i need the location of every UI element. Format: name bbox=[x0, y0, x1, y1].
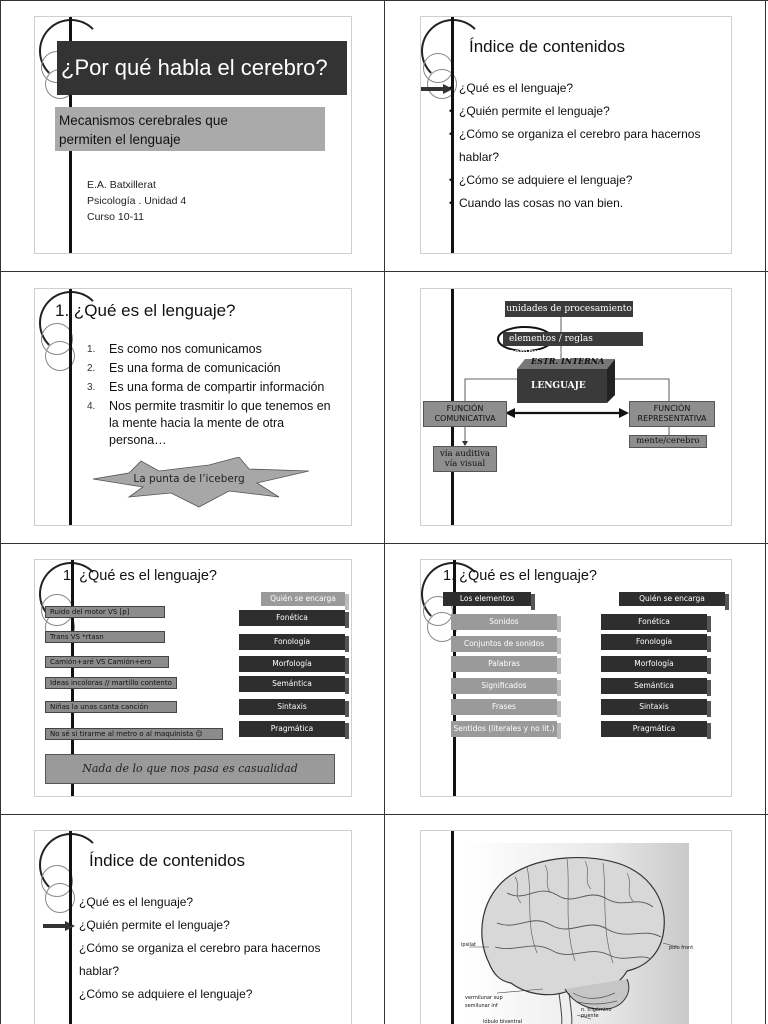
example-tag: Ideas incoloras // martillo contento bbox=[45, 677, 177, 689]
index-item: • ¿Cómo se adquiere el lenguaje? bbox=[79, 983, 320, 1006]
funcion-comunicativa-box bbox=[423, 401, 507, 427]
element-conjuntos: Conjuntos de sonidos bbox=[451, 636, 557, 652]
level-sintaxis: Sintaxis bbox=[601, 699, 707, 715]
slide-8-brain bbox=[420, 830, 732, 1024]
index-item: • ¿Cómo se organiza el cerebro para hacernos bbox=[79, 937, 320, 960]
slide-1-title bbox=[34, 16, 352, 254]
index-item: • ¿Qué es el lenguaje? bbox=[79, 891, 320, 914]
row-divider-2 bbox=[0, 543, 768, 544]
element-palabras: Palabras bbox=[451, 656, 557, 672]
item-number: 1. bbox=[87, 344, 96, 355]
example-tag: No sé si tirarme al metro o al maquinista ☺ bbox=[45, 728, 223, 740]
item-number: 3. bbox=[87, 382, 96, 393]
box-line: REPRESENTATIVA bbox=[637, 414, 707, 423]
list-item bbox=[87, 341, 337, 358]
brain-label: vermilunar sup bbox=[465, 995, 503, 1001]
box-line: FUNCIÓN bbox=[446, 404, 484, 413]
subtitle-line: permiten el lenguaje bbox=[59, 132, 181, 147]
level-semantica: Semántica bbox=[601, 678, 707, 694]
brain-label: ipsilat bbox=[461, 942, 476, 948]
author: E.A. Batxillerat bbox=[87, 179, 156, 191]
slide-meta bbox=[87, 177, 186, 225]
funcion-representativa-box bbox=[629, 401, 715, 427]
box-line: FUNCIÓN bbox=[653, 404, 691, 413]
index-item: • ¿Cómo se adquiere el lenguaje? bbox=[459, 169, 700, 192]
level-pragmatica: Pragmática bbox=[601, 721, 707, 737]
slide-title: ¿Por qué habla el cerebro? bbox=[57, 41, 347, 95]
mente-box: mente/cerebro bbox=[629, 435, 707, 448]
index-list bbox=[79, 891, 320, 1006]
item-text: Es una forma de comunicación bbox=[109, 361, 281, 375]
level-morfologia: Morfología bbox=[601, 656, 707, 672]
column-divider bbox=[384, 0, 385, 1024]
course: Psicología . Unidad 4 bbox=[87, 195, 187, 207]
decor-vertical-bar bbox=[69, 289, 72, 525]
item-number: 2. bbox=[87, 363, 96, 374]
year: Curso 10-11 bbox=[87, 211, 145, 223]
level-morfologia: Morfología bbox=[239, 656, 345, 672]
index-title: Índice de contenidos bbox=[469, 37, 625, 56]
brain-label: n. trigémino bbox=[581, 1007, 612, 1013]
index-item: • ¿Qué es el lenguaje? bbox=[459, 77, 700, 100]
level-fonetica: Fonética bbox=[601, 614, 707, 630]
subtitle-line: Mecanismos cerebrales que bbox=[59, 113, 228, 128]
element-sentidos: Sentidos (literales y no lit.) bbox=[451, 721, 557, 737]
example-tag: Niñas la unas canta canción bbox=[45, 701, 177, 713]
level-pragmatica: Pragmática bbox=[239, 721, 345, 737]
index-item: • ¿Quién permite el lenguaje? bbox=[459, 100, 700, 123]
slide-5-niveles bbox=[34, 559, 352, 797]
box-line: COMUNICATIVA bbox=[434, 414, 496, 423]
slide-title: 1. ¿Qué es el lenguaje? bbox=[63, 568, 217, 584]
element-frases: Frases bbox=[451, 699, 557, 715]
element-significados: Significados bbox=[451, 678, 557, 694]
row-divider-1 bbox=[0, 271, 768, 272]
row-divider-3 bbox=[0, 814, 768, 815]
example-tag: Ruido del motor VS [p] bbox=[45, 606, 165, 618]
lenguaje-label: LENGUAJE bbox=[531, 381, 586, 391]
box-line: vía auditiva bbox=[440, 449, 490, 459]
via-box bbox=[433, 446, 497, 472]
iceberg-starburst bbox=[89, 457, 309, 509]
brain-label: puente bbox=[581, 1013, 599, 1019]
brain-label: lóbulo biventral bbox=[483, 1019, 523, 1024]
index-item-cont: hablar? bbox=[79, 964, 120, 978]
slide-7-index bbox=[34, 830, 352, 1024]
level-fonologia: Fonología bbox=[239, 634, 345, 650]
brain-label: semilunar inf bbox=[465, 1003, 498, 1009]
list-item bbox=[87, 360, 337, 377]
index-item: • ¿Cómo se organiza el cerebro para hacernos bbox=[459, 123, 700, 146]
index-item-cont: hablar? bbox=[459, 150, 500, 164]
list-item bbox=[87, 398, 337, 449]
element-sonidos: Sonidos bbox=[451, 614, 557, 630]
slide-2-index bbox=[420, 16, 732, 254]
starburst-label: La punta de l’iceberg bbox=[133, 473, 245, 485]
index-list bbox=[459, 77, 700, 215]
brain-label: polo front bbox=[669, 945, 694, 951]
quien-header: Quién se encarga bbox=[261, 592, 345, 606]
slide-subtitle bbox=[55, 107, 325, 151]
elements-label: elementos bbox=[509, 334, 556, 344]
example-tag: Trans VS *rtasn bbox=[45, 631, 165, 643]
estr-interna-label: ESTR. INTERNA bbox=[531, 356, 605, 366]
item-text: Nos permite trasmitir lo que tenemos en la mente hacia la mente de otra persona… bbox=[109, 399, 331, 447]
page-border-left bbox=[0, 0, 1, 1024]
numbered-list bbox=[87, 341, 337, 451]
item-number: 4. bbox=[87, 401, 96, 412]
level-semantica: Semántica bbox=[239, 676, 345, 692]
slide-title: 1. ¿Qué es el lenguaje? bbox=[443, 568, 597, 584]
item-text: Es una forma de compartir información bbox=[109, 380, 325, 394]
index-item: • Cuando las cosas no van bien. bbox=[459, 192, 700, 215]
index-item: • ¿Quién permite el lenguaje? bbox=[79, 914, 320, 937]
motto-scroll: Nada de lo que nos pasa es casualidad bbox=[45, 754, 335, 784]
list-item bbox=[87, 379, 337, 396]
item-text: Es como nos comunicamos bbox=[109, 342, 262, 356]
elementos-header: Los elementos bbox=[443, 592, 531, 606]
rules-label: reglas combinación bbox=[509, 334, 593, 358]
slide-3-que-es bbox=[34, 288, 352, 526]
slide-6-elementos bbox=[420, 559, 732, 797]
example-tag: Camión+aré VS Camión+ero bbox=[45, 656, 169, 668]
page-border-right bbox=[765, 0, 766, 1024]
level-fonologia: Fonología bbox=[601, 634, 707, 650]
quien-header: Quién se encarga bbox=[619, 592, 725, 606]
elements-sep: / bbox=[555, 334, 565, 344]
index-title: Índice de contenidos bbox=[89, 851, 245, 870]
level-fonetica: Fonética bbox=[239, 610, 345, 626]
level-sintaxis: Sintaxis bbox=[239, 699, 345, 715]
slide-title: 1. ¿Qué es el lenguaje? bbox=[55, 301, 236, 320]
slide-4-diagram bbox=[420, 288, 732, 526]
box-line: vía visual bbox=[444, 459, 486, 469]
units-box: unidades de procesamiento bbox=[505, 301, 633, 317]
elements-box bbox=[503, 332, 643, 358]
decor-vertical-bar bbox=[451, 831, 454, 1024]
